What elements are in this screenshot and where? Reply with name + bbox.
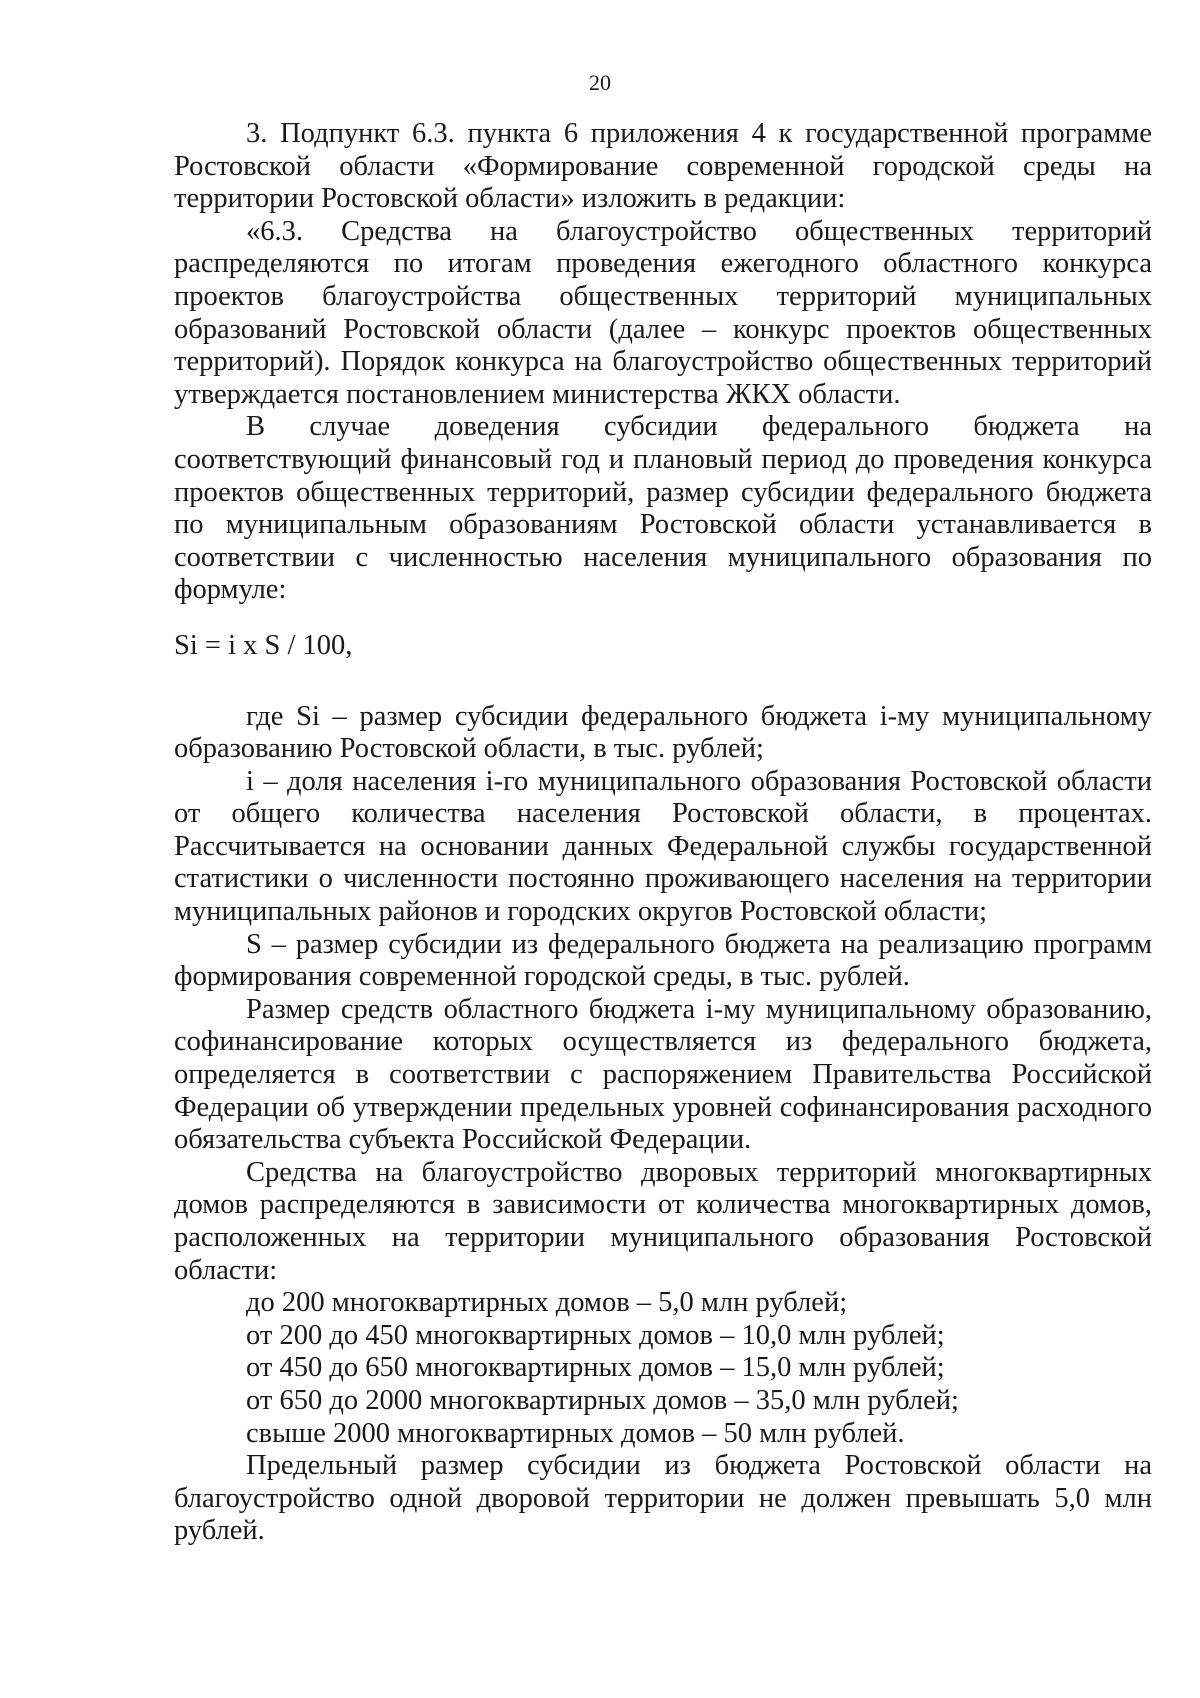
document-body xyxy=(174,118,1152,1548)
list-item: от 650 до 2000 многоквартирных домов – 35,0 млн рублей; xyxy=(246,1384,959,1416)
formula: Si = i x S / 100, xyxy=(174,629,353,661)
paragraph-6-3: «6.3. Средства на благоустройство общественных территорий распределяются по итогам проведения ежегодного областного конкурса проектов благоустройства общественных территорий муниципальных образований Ростовской области (далее – конкурс проектов общественных территорий). Порядок конкурса на благоустройство общественных территорий утверждается постановлением министерства ЖКХ области. xyxy=(174,215,1152,410)
paragraph-amendment: 3. Подпункт 6.3. пункта 6 приложения 4 к государственной программе Ростовской области «Формирование современной городской среды на территории Ростовской области» изложить в редакции: xyxy=(174,118,1152,215)
paragraph-courtyards: Средства на благоустройство дворовых территорий многоквартирных домов распределяются в зависимости от количества многоквартирных домов, расположенных на территории муниципального образования Ростовской области: xyxy=(174,1156,1152,1286)
list-item: свыше 2000 многоквартирных домов – 50 млн рублей. xyxy=(246,1417,905,1449)
page-number: 20 xyxy=(589,70,611,95)
paragraph-regional-budget: Размер средств областного бюджета i-му муниципальному образованию, софинансирование которых осуществляется из федерального бюджета, определяется в соответствии с распоряжением Правительства Российской Федерации об утверждении предельных уровней софинансирования расходного обязательства субъекта Российской Федерации. xyxy=(174,993,1152,1156)
paragraph-s-definition: S – размер субсидии из федерального бюджета на реализацию программ формирования современной городской среды, в тыс. рублей. xyxy=(174,928,1152,993)
list-item: от 450 до 650 многоквартирных домов – 15,0 млн рублей; xyxy=(246,1352,945,1384)
list-item: до 200 многоквартирных домов – 5,0 млн рублей; xyxy=(246,1287,848,1319)
paragraph-si-definition: где Si – размер субсидии федерального бюджета i-му муниципальному образованию Ростовской области, в тыс. рублей; xyxy=(174,700,1152,765)
list-item: от 200 до 450 многоквартирных домов – 10,0 млн рублей; xyxy=(246,1319,945,1351)
paragraph-subsidy-case: В случае доведения субсидии федерального бюджета на соответствующий финансовый год и плановый период до проведения конкурса проектов общественных территорий, размер субсидии федерального бюджета по муниципальным образованиям Ростовской области устанавливается в соответствии с численностью населения муниципального образования по формуле: xyxy=(174,411,1152,606)
paragraph-i-definition: i – доля населения i-го муниципального образования Ростовской области от общего количества населения Ростовской области, в процентах. Рассчитывается на основании данных Федеральной службы государственной статистики о численности постоянно проживающего населения на территории муниципальных районов и городских округов Ростовской области; xyxy=(174,765,1152,928)
paragraph-limit: Предельный размер субсидии из бюджета Ростовской области на благоустройство одной дворовой территории не должен превышать 5,0 млн рублей. xyxy=(174,1450,1152,1547)
